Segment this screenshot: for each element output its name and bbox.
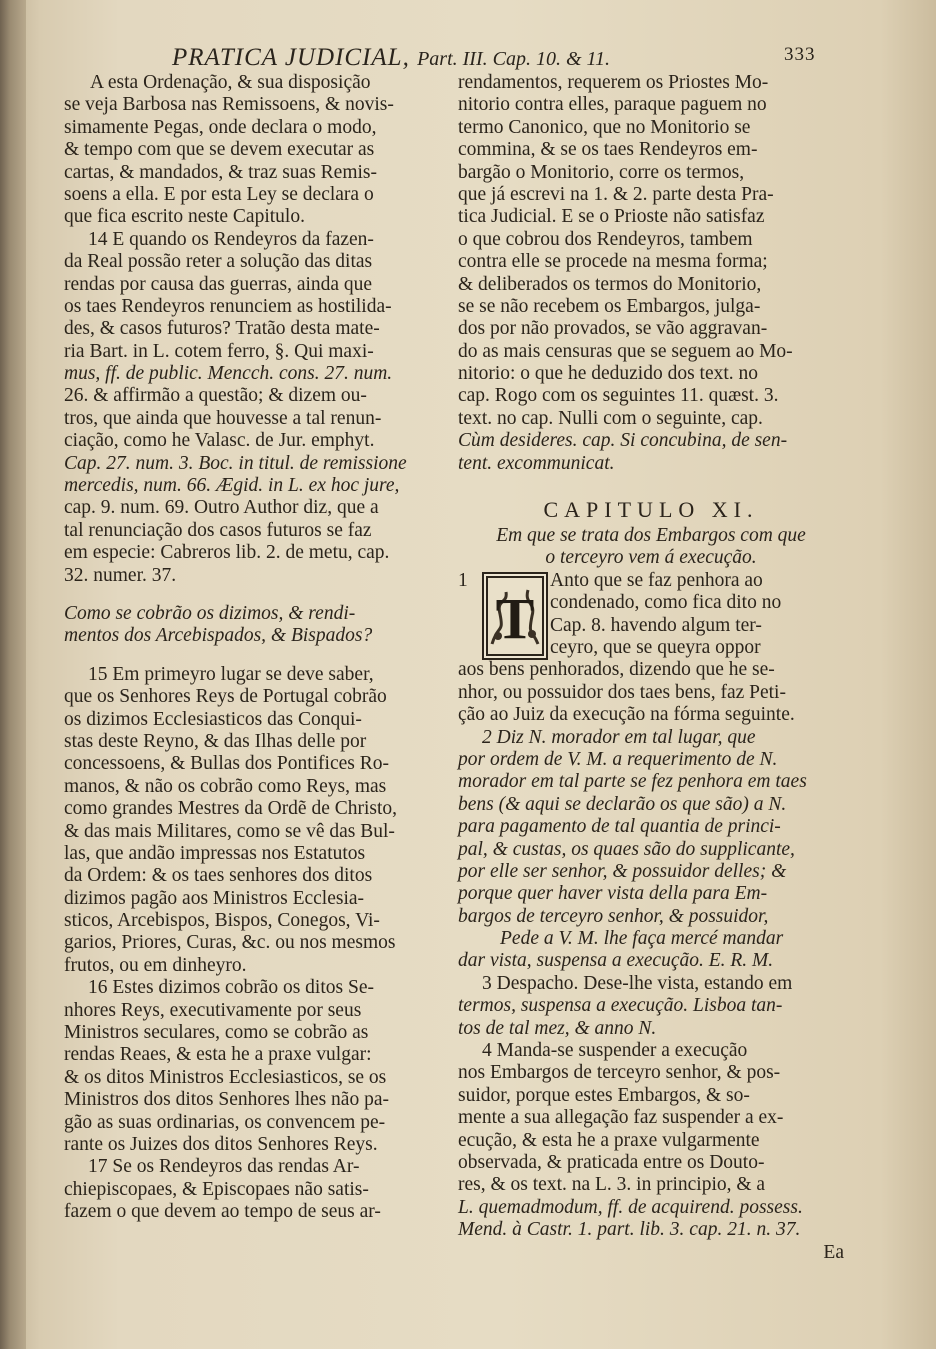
text-line: commina, & se os taes Rendeyros em-: [458, 139, 758, 161]
text-line: o que cobrou dos Rendeyros, tambem: [458, 228, 753, 250]
text-line: simamente Pegas, onde declara o modo,: [64, 116, 377, 138]
text-line: nhor, ou possuidor dos taes bens, faz Peti-: [458, 681, 786, 703]
text-line: ciação, como he Valasc. de Jur. emphyt.: [64, 430, 375, 452]
left-column: [64, 72, 448, 1224]
text-line: que os Senhores Reys de Portugal cobrão: [64, 686, 387, 708]
text-line: cartas, & mandados, & traz suas Remis-: [64, 161, 377, 183]
text-line: bens (& aqui se declarão os que são) a N.: [458, 793, 787, 815]
text-line: gão as suas ordinarias, os convencem pe-: [64, 1111, 386, 1133]
text-line: 2 Diz N. morador em tal lugar, que: [482, 726, 756, 748]
text-line: observada, & praticada entre os Douto-: [458, 1151, 765, 1173]
text-line: em especie: Cabreros lib. 2. de metu, cap.: [64, 542, 390, 564]
paragraph-1: [458, 570, 844, 660]
text-line: L. quemadmodum, ff. de acquirend. possess.: [458, 1196, 803, 1218]
text-line: nhores Reys, executivamente por seus: [64, 999, 362, 1021]
text-line: nitorio: o que he deduzido dos text. no: [458, 363, 759, 385]
header-title: PRATICA JUDICIAL,: [172, 44, 410, 71]
text-line: suidor, porque estes Embargos, & so-: [458, 1084, 750, 1106]
text-line: des, & casos futuros? Tratão desta mate-: [64, 318, 380, 340]
text-line: Mend. à Castr. 1. part. lib. 3. cap. 21. n. 37.: [458, 1219, 801, 1241]
running-header: [172, 44, 872, 72]
text-line: res, & os text. na L. 3. in principio, & a: [458, 1174, 766, 1196]
text-line: os taes Rendeyros renunciem as hostilida-: [64, 295, 392, 317]
text-line: da Real possão reter a solução das ditas: [64, 251, 373, 273]
text-line: fazem o que devem ao tempo de seus ar-: [64, 1201, 381, 1223]
text-line: mercedis, num. 66. Ægid. in L. ex hoc jure,: [64, 475, 400, 497]
text-line: contra elle se procede na mesma forma;: [458, 251, 768, 273]
text-line: tica Judicial. E se o Prioste não satisfaz: [458, 206, 765, 228]
text-line: Cap. 27. num. 3. Boc. in titul. de remissione: [64, 452, 407, 474]
text-line: frutos, ou em dinheyro.: [64, 954, 247, 976]
text-line: rendamentos, requerem os Priostes Mo-: [458, 72, 769, 93]
text-line: stas deste Reyno, & das Ilhas delle por: [64, 730, 367, 752]
section-title: mentos dos Arcebispados, & Bispados?: [64, 625, 373, 647]
dropcap-letter: T: [495, 585, 535, 651]
text-line: que já escrevi na 1. & 2. parte desta Pra-: [458, 183, 774, 205]
right-column: [458, 72, 844, 1264]
text-line: termos, suspensa a execução. Lisboa tan-: [458, 995, 783, 1017]
text-line: por ordem de V. M. a requerimento de N.: [458, 748, 778, 770]
text-line: manos, & não os cobrão como Reys, mas: [64, 775, 387, 797]
text-line: se veja Barbosa nas Remissoens, & novis-: [64, 94, 394, 116]
text-line: mente a sua allegação faz suspender a ex-: [458, 1107, 784, 1129]
text-line: 14 E quando os Rendeyros da fazen-: [88, 228, 374, 250]
chapter-subtitle: Em que se trata dos Embargos com que: [496, 525, 806, 547]
text-line: text. no cap. Nulli com o seguinte, cap.: [458, 407, 763, 429]
text-line: os dizimos Ecclesiasticos das Conqui-: [64, 708, 362, 730]
dropcap-illuminated-letter: [482, 572, 548, 660]
text-line: 32. numer. 37.: [64, 564, 177, 586]
text-line: para pagamento de tal quantia de princi-: [458, 816, 781, 838]
text-line: dar vista, suspensa a execução. E. R. M.: [458, 950, 774, 972]
text-line: soens a ella. E por esta Ley se declara o: [64, 183, 374, 205]
text-line: tent. excommunicat.: [458, 452, 615, 474]
text-line: condenado, como fica dito no: [550, 592, 782, 614]
text-line: como grandes Mestres da Ordẽ de Christo,: [64, 798, 398, 820]
text-line: ecução, & esta he a praxe vulgarmente: [458, 1129, 760, 1151]
text-line: do as mais censuras que se seguem ao Mo-: [458, 340, 793, 362]
text-line: tros, que ainda que houvesse a tal renun-: [64, 407, 382, 429]
section-title: Como se cobrão os dizimos, & rendi-: [64, 602, 356, 624]
text-line: da Ordem: & os taes senhores dos ditos: [64, 865, 373, 887]
text-line: & das mais Militares, como se vê das Bul-: [64, 820, 395, 842]
text-line: 3 Despacho. Dese-lhe vista, estando em: [482, 972, 793, 994]
text-line: pal, & custas, os quaes são do supplicante,: [458, 838, 795, 860]
text-line: & os ditos Ministros Ecclesiasticos, se os: [64, 1066, 387, 1088]
text-line: 15 Em primeyro lugar se deve saber,: [88, 663, 374, 685]
text-line: nitorio contra elles, paraque paguem no: [458, 94, 767, 116]
catchword: Ea: [823, 1241, 844, 1263]
text-line: rendas Reaes, & esta he a praxe vulgar:: [64, 1044, 372, 1066]
text-line: rendas por causa das guerras, ainda que: [64, 273, 373, 295]
text-line: Cap. 8. havendo algum ter-: [550, 614, 762, 636]
text-line: dizimos pagão aos Ministros Ecclesia-: [64, 887, 365, 909]
text-line: bargos de terceyro senhor, & possuidor,: [458, 905, 769, 927]
text-line: 16 Estes dizimos cobrão os ditos Se-: [88, 977, 374, 999]
text-line: cap. Rogo com os seguintes 11. quæst. 3.: [458, 385, 779, 407]
text-line: garios, Priores, Curas, &c. ou nos mesmos: [64, 932, 396, 954]
text-line: Cùm desideres. cap. Si concubina, de sen-: [458, 430, 788, 452]
text-line: nos Embargos de terceyro senhor, & pos-: [458, 1062, 781, 1084]
text-line: concessoens, & Bullas dos Pontifices Ro-: [64, 753, 389, 775]
text-line: porque quer haver vista della para Em-: [458, 883, 768, 905]
text-line: sticos, Arcebispos, Bispos, Conegos, Vi-: [64, 910, 380, 932]
text-line: Ministros seculares, como se cobrão as: [64, 1022, 369, 1044]
text-line: morador em tal parte se fez penhora em taes: [458, 771, 807, 793]
text-line: Pede a V. M. lhe faça mercé mandar: [500, 928, 784, 950]
text-line: mus, ff. de public. Mencch. cons. 27. num.: [64, 363, 393, 385]
dropcap-ornament-icon: [484, 574, 546, 658]
text-line: aos bens penhorados, dizendo que he se-: [458, 659, 775, 681]
text-line: ceyro, que se queyra oppor: [550, 636, 761, 658]
text-line: tal renunciação dos casos futuros se faz: [64, 519, 372, 541]
chapter-subtitle: o terceyro vem á execução.: [545, 547, 757, 569]
page-number: 333: [784, 44, 816, 65]
text-line: 4 Manda-se suspender a execução: [482, 1040, 748, 1062]
header-part: Part. III. Cap. 10. & 11.: [417, 48, 611, 70]
text-line: por elle ser senhor, & possuidor delles; &: [458, 860, 787, 882]
text-line: se se não recebem os Embargos, julga-: [458, 295, 761, 317]
text-line: termo Canonico, que no Monitorio se: [458, 116, 751, 138]
text-line: Anto que se faz penhora ao: [550, 569, 763, 591]
text-line: tos de tal mez, & anno N.: [458, 1017, 657, 1039]
chapter-heading: CAPITULO XI.: [543, 497, 759, 523]
text-line: 26. & affirmão a questão; & dizem ou-: [64, 385, 367, 407]
text-line: chiepiscopaes, & Episcopaes não satis-: [64, 1178, 369, 1200]
text-line: cap. 9. num. 69. Outro Author diz, que a: [64, 497, 379, 519]
text-line: dos por não provados, se vão aggravan-: [458, 318, 768, 340]
paragraph-number: 1: [458, 569, 468, 591]
text-line: bargão o Monitorio, corre os termos,: [458, 161, 745, 183]
text-line: que fica escrito neste Capitulo.: [64, 206, 305, 228]
text-line: A esta Ordenação, & sua disposição: [90, 72, 371, 93]
page-gutter: [0, 0, 26, 1349]
text-line: & deliberados os termos do Monitorio,: [458, 273, 762, 295]
text-line: las, que andão impressas nos Estatutos: [64, 842, 366, 864]
text-line: rante os Juizes dos ditos Senhores Reys.: [64, 1133, 378, 1155]
text-line: ria Bart. in L. cotem ferro, §. Qui maxi-: [64, 340, 374, 362]
text-line: 17 Se os Rendeyros das rendas Ar-: [88, 1156, 360, 1178]
text-line: Ministros dos ditos Senhores lhes não pa-: [64, 1089, 389, 1111]
text-line: ção ao Juiz da execução na fórma seguinte.: [458, 704, 795, 726]
text-line: & tempo com que se devem executar as: [64, 139, 375, 161]
